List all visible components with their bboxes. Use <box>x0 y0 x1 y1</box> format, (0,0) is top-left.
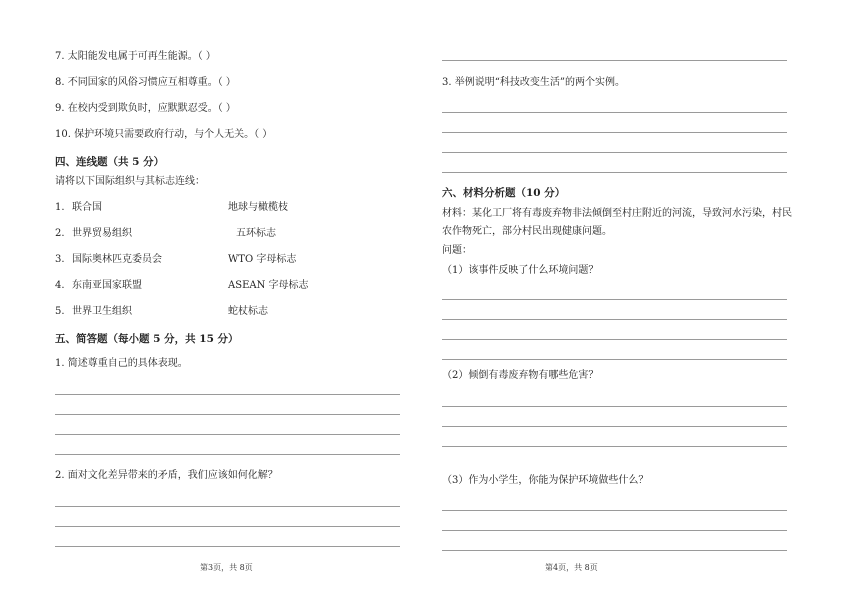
short-question-1: 1. 简述尊重自己的具体表现。 <box>55 358 188 369</box>
tf-question-8: 8. 不同国家的风俗习惯应互相尊重。（ ） <box>55 77 236 88</box>
match-item-org: 联合国 <box>72 202 102 213</box>
answer-line[interactable] <box>55 394 400 395</box>
questions-label: 问题： <box>442 245 472 256</box>
analysis-question-3: （3）作为小学生，你能为保护环境做些什么？ <box>442 475 649 486</box>
match-item-num: 2. <box>55 228 65 239</box>
short-question-3: 3. 举例说明“科技改变生活”的两个实例。 <box>442 77 625 88</box>
match-item-num: 1. <box>55 202 65 213</box>
matching-heading: 四、连线题（共 5 分） <box>55 156 165 168</box>
answer-line[interactable] <box>55 506 400 507</box>
answer-line[interactable] <box>55 434 400 435</box>
answer-line[interactable] <box>442 530 787 531</box>
answer-line[interactable] <box>442 60 787 61</box>
answer-line[interactable] <box>442 359 787 360</box>
analysis-heading: 六、材料分析题（10 分） <box>442 187 566 199</box>
match-item-num: 4. <box>55 280 65 291</box>
short-answer-heading: 五、简答题（每小题 5 分，共 15 分） <box>55 333 239 345</box>
match-item-org: 东南亚国家联盟 <box>72 280 142 291</box>
match-item-org: 世界贸易组织 <box>72 228 132 239</box>
answer-line[interactable] <box>442 132 787 133</box>
tf-question-10: 10. 保护环境只需要政府行动，与个人无关。（ ） <box>55 129 273 140</box>
answer-line[interactable] <box>442 339 787 340</box>
match-item-logo: 蛇杖标志 <box>228 306 268 317</box>
analysis-question-2: （2）倾倒有毒废弃物有哪些危害？ <box>442 370 599 381</box>
answer-line[interactable] <box>442 299 787 300</box>
material-text-line: 农作物死亡，部分村民出现健康问题。 <box>442 226 612 237</box>
answer-line[interactable] <box>55 454 400 455</box>
short-question-2: 2. 面对文化差异带来的矛盾，我们应该如何化解？ <box>55 470 278 481</box>
answer-line[interactable] <box>442 112 787 113</box>
page-number-left: 第3页，共 8页 <box>200 563 253 572</box>
answer-line[interactable] <box>55 526 400 527</box>
match-item-logo: ASEAN 字母标志 <box>228 280 309 291</box>
match-item-logo: 地球与橄榄枝 <box>228 202 288 213</box>
matching-instruction: 请将以下国际组织与其标志连线： <box>55 176 205 187</box>
match-item-org: 国际奥林匹克委员会 <box>72 254 162 265</box>
answer-line[interactable] <box>55 546 400 547</box>
answer-line[interactable] <box>442 406 787 407</box>
answer-line[interactable] <box>55 414 400 415</box>
analysis-question-1: （1）该事件反映了什么环境问题？ <box>442 265 599 276</box>
match-item-logo: WTO 字母标志 <box>228 254 297 265</box>
tf-question-7: 7. 太阳能发电属于可再生能源。（ ） <box>55 51 216 62</box>
answer-line[interactable] <box>442 426 787 427</box>
tf-question-9: 9. 在校内受到欺负时，应默默忍受。（ ） <box>55 103 236 114</box>
match-item-org: 世界卫生组织 <box>72 306 132 317</box>
page-number-right: 第4页，共 8页 <box>545 563 598 572</box>
answer-line[interactable] <box>442 446 787 447</box>
answer-line[interactable] <box>442 510 787 511</box>
answer-line[interactable] <box>442 152 787 153</box>
match-item-logo: 五环标志 <box>236 228 276 239</box>
answer-line[interactable] <box>442 550 787 551</box>
answer-line[interactable] <box>442 319 787 320</box>
match-item-num: 3. <box>55 254 65 265</box>
material-text-line: 材料：某化工厂将有毒废弃物非法倾倒至村庄附近的河流，导致河水污染，村民 <box>442 208 792 219</box>
answer-line[interactable] <box>442 172 787 173</box>
match-item-num: 5. <box>55 306 65 317</box>
